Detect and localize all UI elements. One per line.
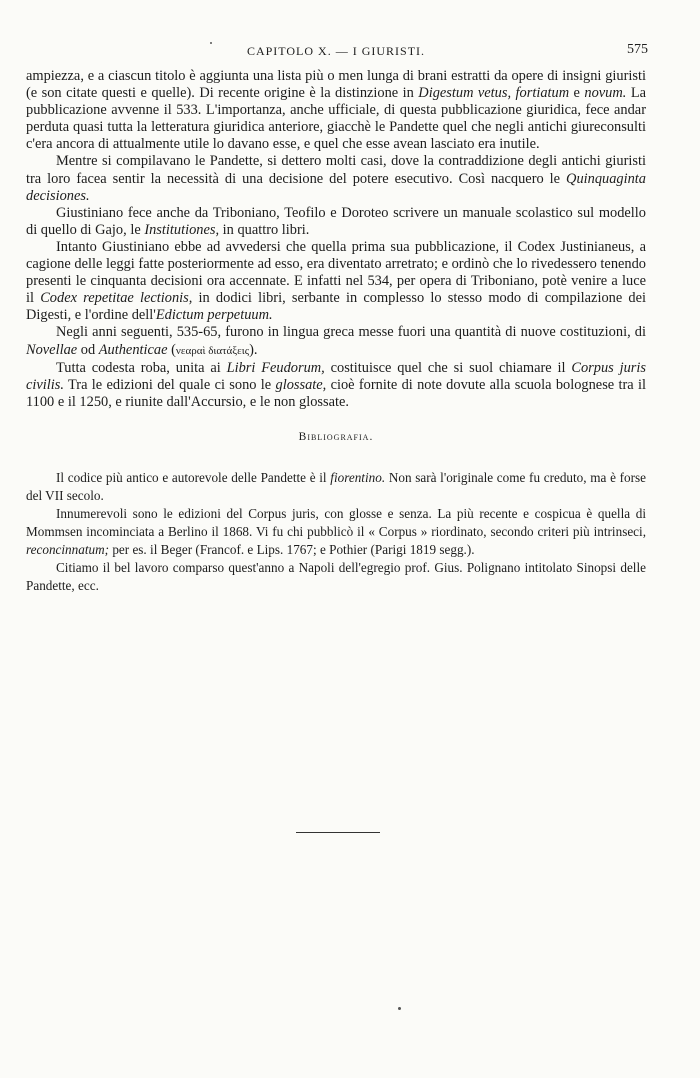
paragraph-1 xyxy=(26,68,646,153)
text-run: Intanto Giustiniano ebbe ad avvedersi che quella prima sua pubblicazione, il Codex Justinianeus, a cagione delle leggi fatte posteriormente ad esso, era diventato arretrato; e ordinò che lo rivedessero tenendo presenti le cinquanta decisioni ora accennate. E infatti nel 534, per opera di Triboniano, potè venire a luce il xyxy=(26,238,646,307)
italic-term: Authenticae xyxy=(98,341,168,358)
paragraph-6 xyxy=(26,360,646,411)
text-run: in dodici libri, serbante in complesso lo stesso modo di compilazione dei Digesti, e l'ordine dell' xyxy=(26,290,646,324)
italic-term: Codex repetitae lectionis, xyxy=(40,290,193,307)
text-run: per es. il Beger (Francof. e Lips. 1767; e Pothier (Parigi 1819 segg.). xyxy=(109,541,475,557)
paragraph-2 xyxy=(26,153,646,204)
text-run: cioè fornite di note dovute alla scuola bolognese tra il 1100 e il 1250, e riunite dall'Accursio, e le non glossate. xyxy=(26,376,646,410)
text-run: Mentre si compilavano le Pandette, si dettero molti casi, dove la contraddizione degli antichi giuristi tra loro facea sentir la necessità di una decisione del potere esecutivo. Così nacquero le xyxy=(26,153,646,187)
bibliography-paragraph-3 xyxy=(26,559,646,595)
italic-term: Digestum vetus, fortiatum xyxy=(418,85,570,102)
text-run: ( xyxy=(167,341,176,358)
end-rule xyxy=(296,832,380,833)
running-head xyxy=(26,40,646,62)
text-run: Giustiniano fece anche da Triboniano, Teofilo e Doroteo scrivere un manuale scolastico sul modello di quello di Gajo, le xyxy=(26,204,646,238)
text-run: Innumerevoli sono le edizioni del Corpus juris, con glosse e senza. La più recente e cospicua è quella di Mommsen incominciata a Berlino il 1868. Vi fu chi pubblicò il « Corpus » riordinato, secondo criteri più intrinseci, xyxy=(26,505,646,539)
text-run: Citiamo il bel lavoro comparso quest'anno a Napoli dell'egregio prof. Gius. Polignano intitolato Sinopsi delle Pandette, ecc. xyxy=(26,559,646,593)
text-run: Negli anni seguenti, 535-65, furono in lingua greca messe fuori una quantità di nuove costituzioni, di xyxy=(56,324,646,341)
text-run: costituisce quel che si suol chiamare il xyxy=(324,359,572,376)
italic-term: Institutiones, xyxy=(144,221,220,238)
running-title: CAPITOLO X. — I GIURISTI. xyxy=(246,44,426,58)
ink-speck xyxy=(398,1007,401,1010)
text-run: Tutta codesta roba, unita ai xyxy=(56,359,227,376)
italic-term: fiorentino. xyxy=(330,469,386,485)
italic-term: glossate, xyxy=(275,376,327,393)
bibliography-paragraph-1 xyxy=(26,469,646,505)
text-run: ). xyxy=(249,341,258,358)
italic-term: Corpus juris civilis. xyxy=(26,359,646,393)
text-run: od xyxy=(77,341,99,358)
italic-term: Novellae xyxy=(26,341,78,358)
bibliography-heading: Bibliografia. xyxy=(298,430,374,443)
text-run: La pubblicazione avvenne il 533. L'importanza, anche ufficiale, di questa pubblicazione giuridica, fece andar perduta quasi tutta la letteratura giuridica anteriore, giacchè le Pandette quel che negli antichi giureconsulti c'era ancora di attualmente utile lo davano esse, e quel che esse avean lasciato era inutile. xyxy=(26,85,647,153)
greek-text: νεαραὶ διατάξεις xyxy=(175,344,250,357)
main-text xyxy=(26,68,646,411)
bibliography-paragraph-2 xyxy=(26,505,646,559)
bibliography-text xyxy=(26,469,646,595)
book-page xyxy=(26,40,646,595)
italic-term: Edictum perpetuum. xyxy=(155,307,273,324)
italic-term: Libri Feudorum, xyxy=(226,359,325,376)
paragraph-4 xyxy=(26,239,646,324)
text-run: ampiezza, e a ciascun titolo è aggiunta una lista più o men lunga di brani estratti da opere di insigni giuristi (e son citate questi e quelle). Di recente origine è la distinzione in xyxy=(26,68,646,102)
text-run: in quattro libri. xyxy=(219,221,310,238)
text-run: e xyxy=(569,85,585,102)
paragraph-5 xyxy=(26,324,646,359)
text-run: Il codice più antico e autorevole delle Pandette è il xyxy=(56,469,331,485)
page-number: 575 xyxy=(627,42,648,57)
italic-term: novum. xyxy=(584,85,627,102)
ink-speck xyxy=(210,42,212,44)
italic-term: reconcinnatum; xyxy=(26,541,110,557)
paragraph-3 xyxy=(26,205,646,239)
text-run: Tra le edizioni del quale ci sono le xyxy=(63,376,276,393)
text-run: Non sarà l'originale come fu creduto, ma è forse del VII secolo. xyxy=(26,469,647,503)
italic-term: Quinquaginta decisiones. xyxy=(26,170,646,204)
